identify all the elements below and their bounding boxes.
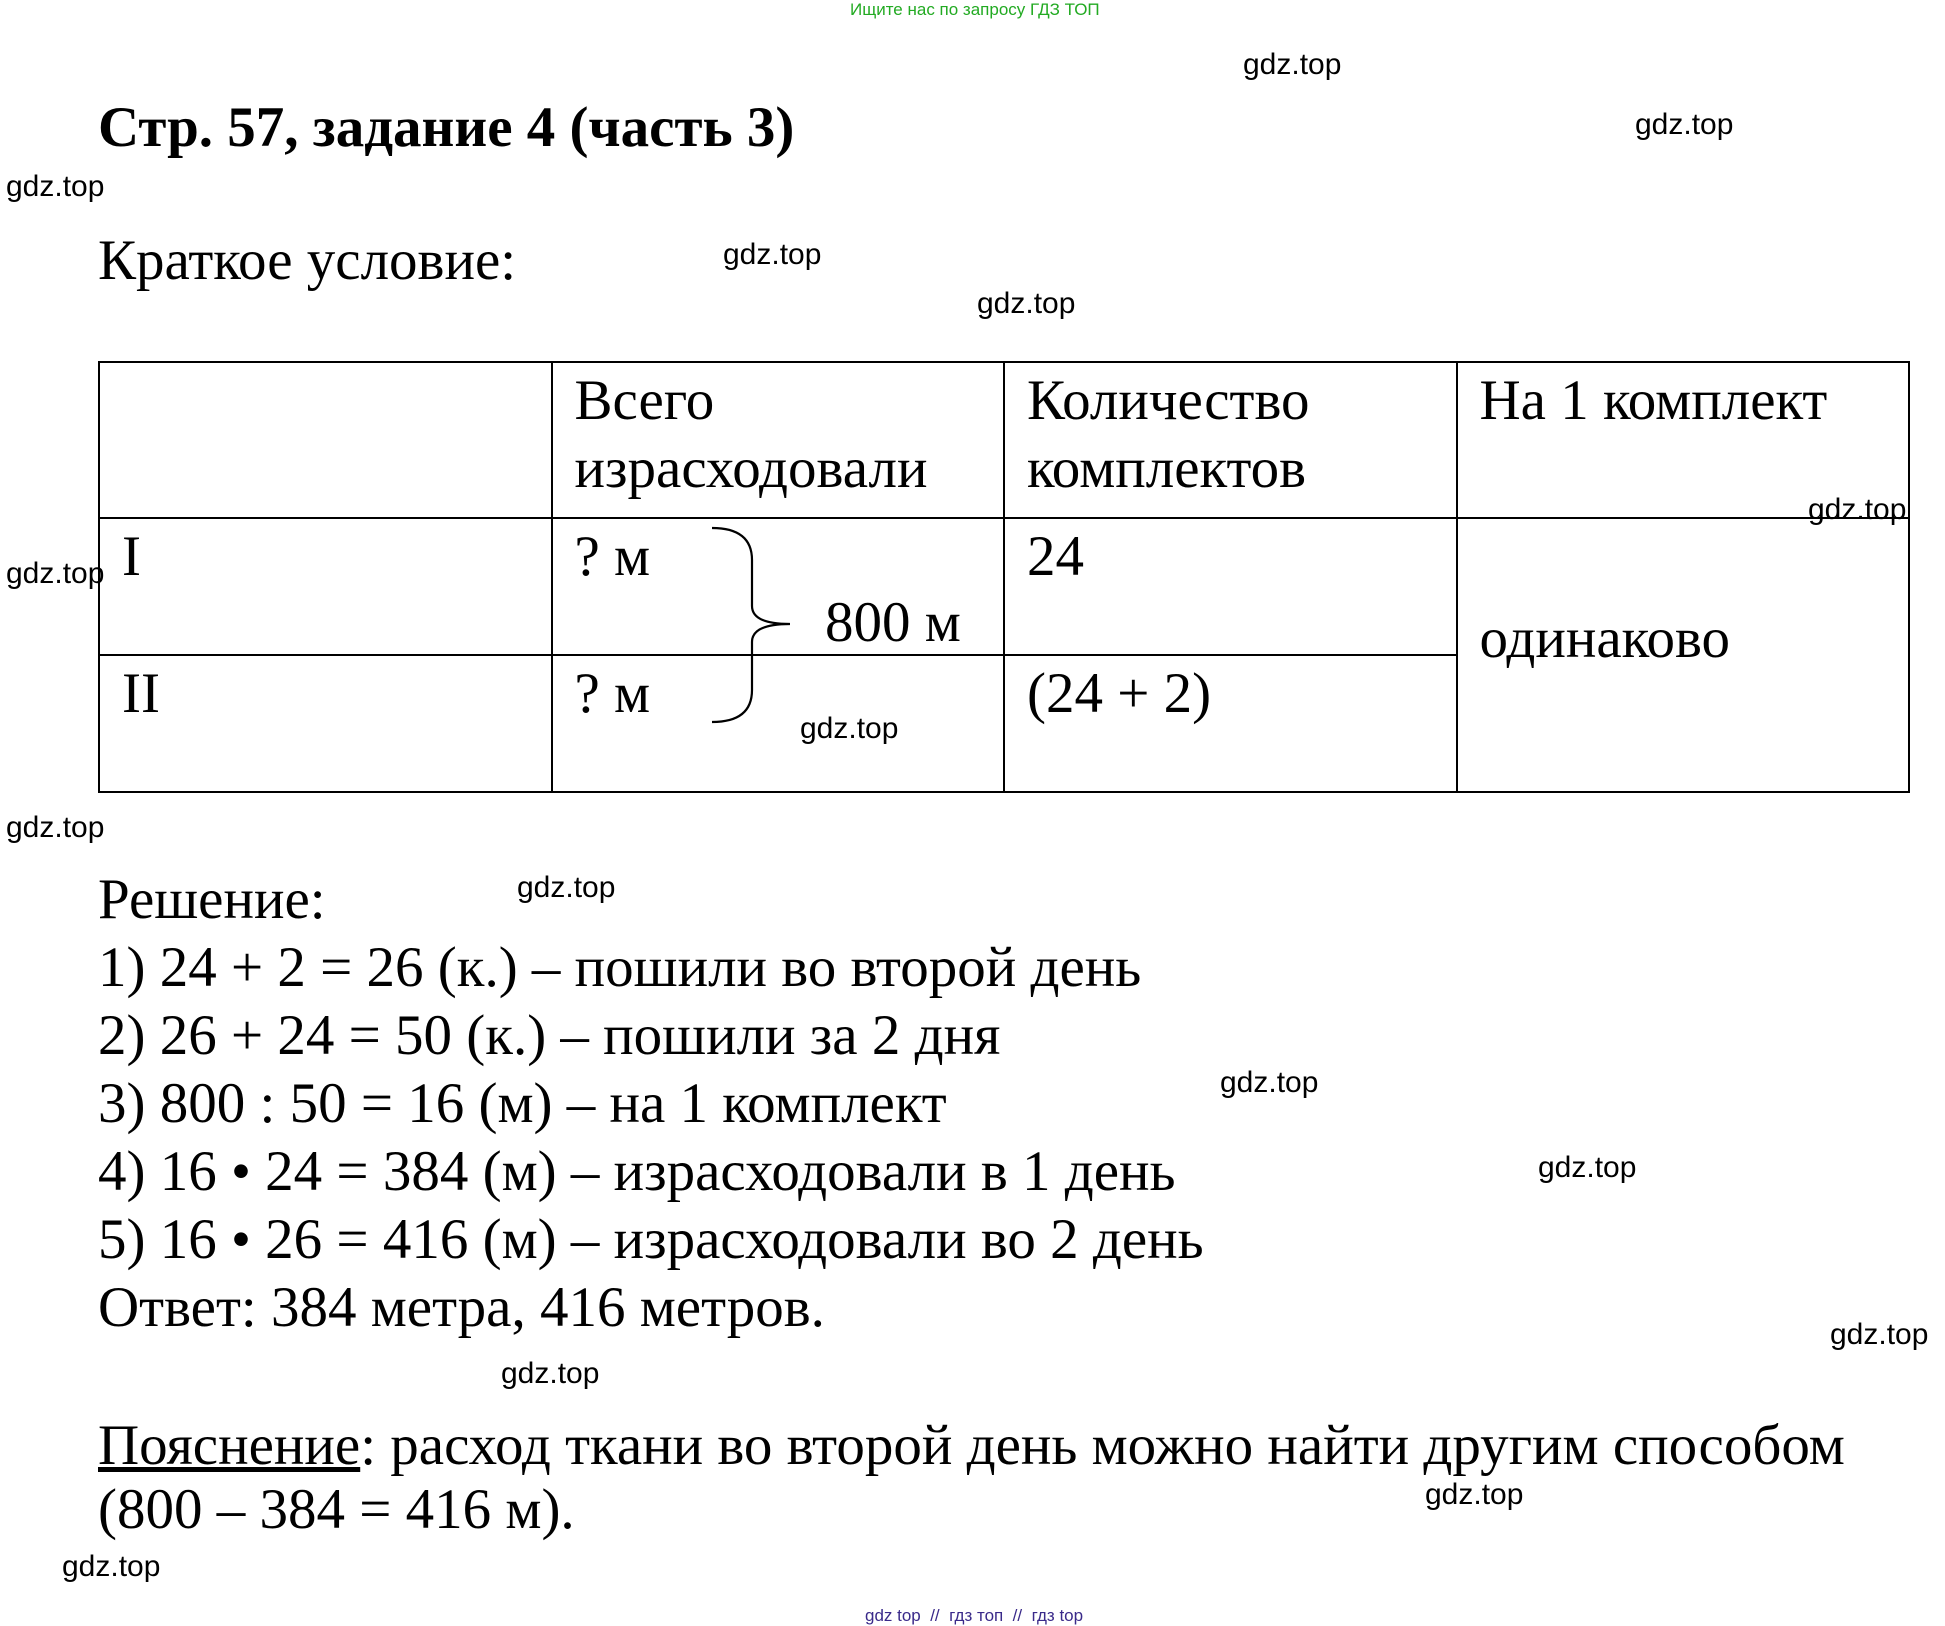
explanation-text: : расход ткани во второй день можно найти другим способом <box>360 1414 1845 1477</box>
watermark: gdz.top <box>501 1357 600 1390</box>
sum-label: 800 м <box>825 591 961 654</box>
solution-step: 4) 16 • 24 = 384 (м) – израсходовали в 1 день <box>98 1140 1176 1203</box>
footer-links[interactable]: gdz top // гдз топ // гдз top <box>865 1606 1084 1625</box>
watermark: gdz.top <box>1830 1318 1929 1351</box>
header-per-set: На 1 комплект <box>1457 362 1910 518</box>
row1-label: I <box>99 518 552 655</box>
row2-label: II <box>99 655 552 792</box>
solution-step: 5) 16 • 26 = 416 (м) – израсходовали во 2 день <box>98 1208 1204 1271</box>
row2-total: ? м <box>552 655 1005 792</box>
watermark: gdz.top <box>800 712 899 745</box>
answer-text: Ответ: 384 метра, 416 метров. <box>98 1276 825 1339</box>
watermark: gdz.top <box>723 238 822 271</box>
solution-step: 1) 24 + 2 = 26 (к.) – пошили во второй день <box>98 936 1142 999</box>
header-empty <box>99 362 552 518</box>
row1-count: 24 <box>1004 518 1457 655</box>
solution-step: 2) 26 + 24 = 50 (к.) – пошили за 2 дня <box>98 1004 1001 1067</box>
condition-table <box>98 361 1910 793</box>
per-set-cell <box>1457 518 1910 792</box>
curly-brace-icon <box>700 520 800 730</box>
top-banner[interactable]: Ищите нас по запросу ГДЗ ТОП <box>850 0 1100 19</box>
watermark: gdz.top <box>1635 108 1734 141</box>
watermark: gdz.top <box>6 557 105 590</box>
watermark: gdz.top <box>1243 48 1342 81</box>
watermark: gdz.top <box>1425 1478 1524 1511</box>
watermark: gdz.top <box>6 811 105 844</box>
watermark: gdz.top <box>62 1550 161 1583</box>
solution-step: 3) 800 : 50 = 16 (м) – на 1 комплект <box>98 1072 947 1135</box>
row1-total: ? м <box>552 518 1005 655</box>
watermark: gdz.top <box>1538 1151 1637 1184</box>
watermark: gdz.top <box>1220 1066 1319 1099</box>
watermark: gdz.top <box>1808 493 1907 526</box>
per-set-value: одинаково <box>1479 607 1730 670</box>
explanation-label: Пояснение <box>98 1414 361 1477</box>
explanation-line2: (800 – 384 = 416 м). <box>98 1478 575 1541</box>
watermark: gdz.top <box>6 170 105 203</box>
watermark: gdz.top <box>977 287 1076 320</box>
solution-label: Решение: <box>98 868 326 931</box>
page-title: Стр. 57, задание 4 (часть 3) <box>98 96 795 159</box>
header-count: Количество комплектов <box>1004 362 1457 518</box>
row2-count: (24 + 2) <box>1004 655 1457 792</box>
watermark: gdz.top <box>517 871 616 904</box>
explanation-line1 <box>98 1412 1845 1480</box>
condition-label: Краткое условие: <box>98 229 517 292</box>
header-total: Всего израсходовали <box>552 362 1005 518</box>
